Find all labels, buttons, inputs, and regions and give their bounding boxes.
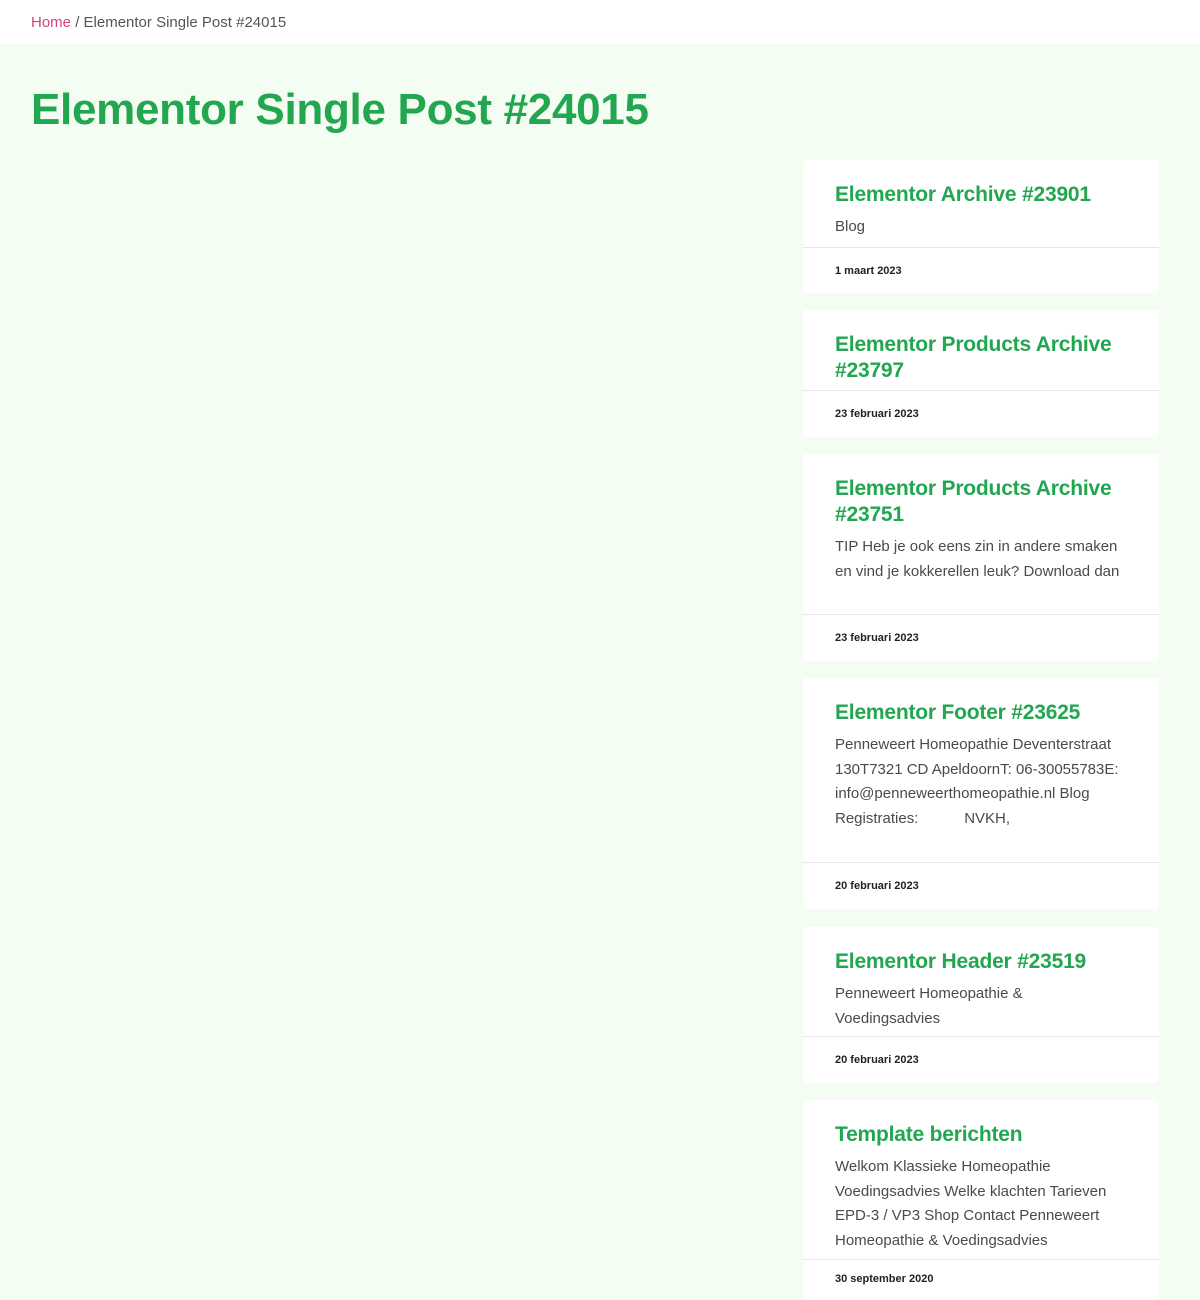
page-title: Elementor Single Post #24015 [31, 85, 649, 134]
post-card-excerpt: Blog [835, 218, 866, 235]
post-card [803, 160, 1159, 293]
top-bar [0, 0, 1200, 44]
post-card-date: 30 september 2020 [803, 1259, 1159, 1286]
post-card-excerpt: Welkom Klassieke Homeopathie Voedingsadvies Welke klachten Tarieven EPD-3 / VP3 Shop Contact Penneweert Homeopathie & Voedingsadvies [835, 1158, 1107, 1249]
post-card [803, 678, 1159, 909]
breadcrumb-separator: / [75, 14, 80, 31]
post-card [803, 1100, 1159, 1300]
post-title-link[interactable]: Elementor Footer #23625 [835, 701, 1081, 724]
post-card [803, 310, 1159, 437]
post-title-link[interactable]: Template berichten [835, 1123, 1023, 1146]
post-card [803, 454, 1159, 661]
post-title-link[interactable]: Elementor Products Archive #23797 [835, 333, 1112, 382]
post-card-title [835, 700, 1129, 726]
post-card-title [835, 182, 1129, 208]
post-card-title [835, 949, 1129, 975]
post-title-link[interactable]: Elementor Header #23519 [835, 950, 1087, 973]
post-card-date: 23 februari 2023 [803, 390, 1159, 421]
post-card-title [835, 476, 1129, 528]
breadcrumb-home-link[interactable]: Home [31, 14, 72, 31]
post-card-title [835, 1122, 1129, 1148]
post-card-date: 23 februari 2023 [803, 614, 1159, 645]
post-title-link[interactable]: Elementor Products Archive #23751 [835, 477, 1112, 526]
post-card-title [835, 332, 1129, 384]
breadcrumb-current: Elementor Single Post #24015 [83, 14, 287, 31]
post-card [803, 927, 1159, 1083]
breadcrumb [31, 14, 286, 32]
post-title-link[interactable]: Elementor Archive #23901 [835, 183, 1091, 206]
post-card-excerpt: Penneweert Homeopathie Deventerstraat 130T7321 CD ApeldoornT: 06-30055783E: info@penneweerthomeopathie.nl Blog Registraties: NVKH, [835, 736, 1123, 827]
post-card-date: 1 maart 2023 [803, 247, 1159, 278]
post-card-date: 20 februari 2023 [803, 862, 1159, 893]
post-card-date: 20 februari 2023 [803, 1036, 1159, 1067]
post-card-excerpt: Penneweert Homeopathie & Voedingsadvies [835, 985, 1023, 1027]
post-card-excerpt: TIP Heb je ook eens zin in andere smaken en vind je kokkerellen leuk? Download dan [835, 538, 1120, 580]
